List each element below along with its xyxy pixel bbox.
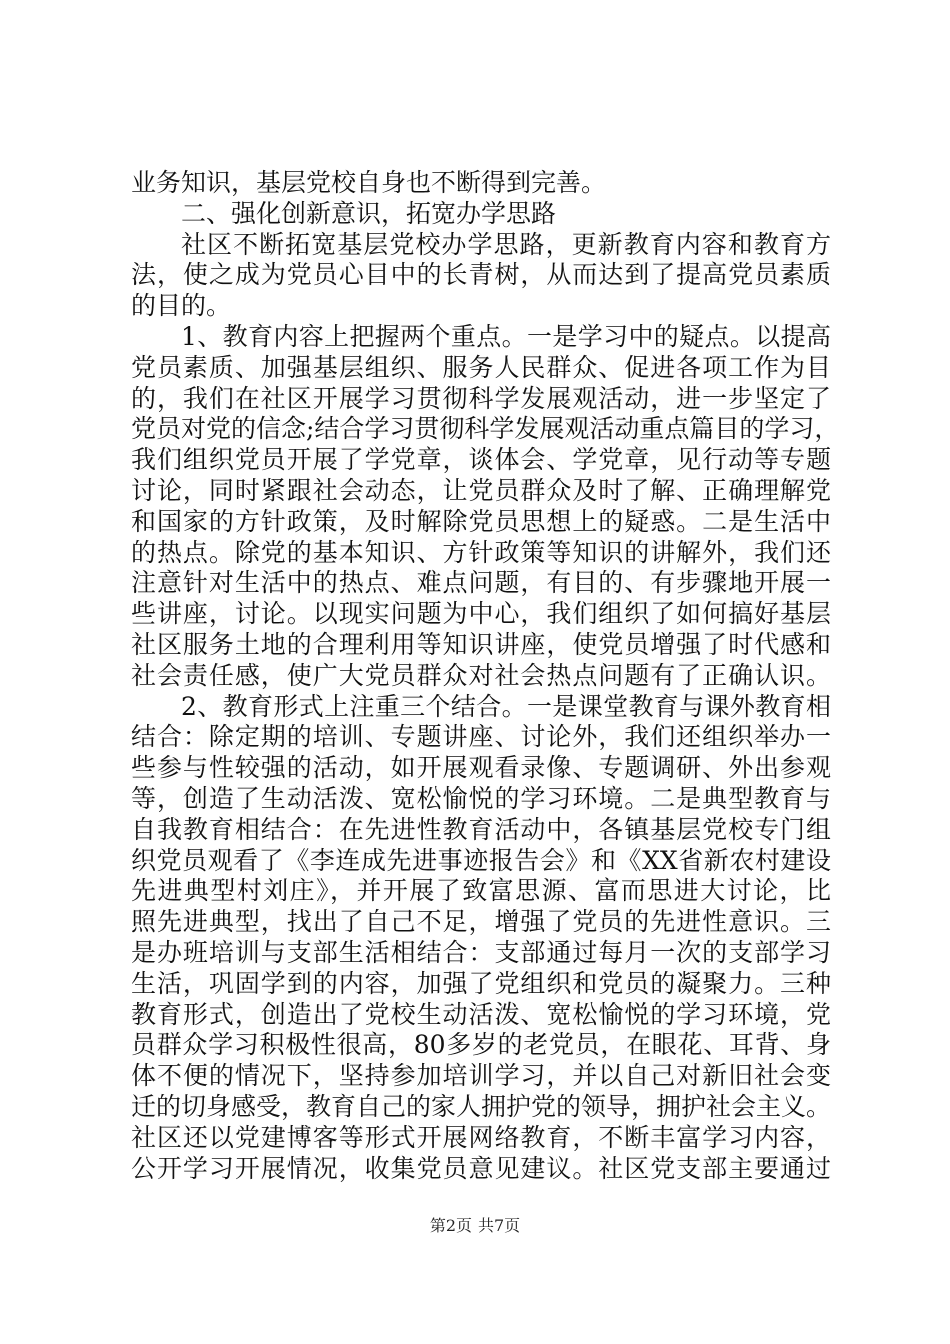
text-line: 员群众学习积极性很高，80多岁的老党员，在眼花、耳背、身 [131, 1030, 831, 1060]
text-line: 社会责任感，使广大党员群众对社会热点问题有了正确认识。 [131, 660, 831, 690]
text-line: 的，我们在社区开展学习贯彻科学发展观活动，进一步坚定了 [131, 383, 831, 413]
text-line: 先进典型村刘庄》，并开展了致富思源、富而思进大讨论，比 [131, 876, 831, 906]
page-footer [0, 1216, 950, 1236]
text-line: 我们组织党员开展了学党章，谈体会、学党章，见行动等专题 [131, 445, 831, 475]
text-line: 照先进典型，找出了自己不足，增强了党员的先进性意识。三 [131, 907, 831, 937]
text-line: 注意针对生活中的热点、难点问题，有目的、有步骤地开展一 [131, 568, 831, 598]
text-line: 和国家的方针政策，及时解除党员思想上的疑惑。二是生活中 [131, 506, 831, 536]
text-line: 些讲座，讨论。以现实问题为中心，我们组织了如何搞好基层 [131, 599, 831, 629]
page-total: 共7页 [478, 1216, 521, 1235]
text-line: 结合：除定期的培训、专题讲座、讨论外，我们还组织举办一 [131, 722, 831, 752]
text-line: 社区不断拓宽基层党校办学思路，更新教育内容和教育方 [181, 229, 831, 259]
text-line: 讨论，同时紧跟社会动态，让党员群众及时了解、正确理解党 [131, 475, 831, 505]
text-line: 等，创造了生动活泼、宽松愉悦的学习环境。二是典型教育与 [131, 783, 831, 813]
text-line: 党员对党的信念;结合学习贯彻科学发展观活动重点篇目的学习， [131, 414, 840, 444]
page-number: 第2页 [429, 1216, 472, 1235]
text-line: 公开学习开展情况，收集党员意见建议。社区党支部主要通过 [131, 1153, 831, 1183]
text-line: 法，使之成为党员心目中的长青树，从而达到了提高党员素质 [131, 260, 831, 290]
text-line: 教育形式，创造出了党校生动活泼、宽松愉悦的学习环境，党 [131, 999, 831, 1029]
text-line: 些参与性较强的活动，如开展观看录像、专题调研、外出参观 [131, 753, 831, 783]
text-line: 社区还以党建博客等形式开展网络教育，不断丰富学习内容， [131, 1122, 831, 1152]
text-line: 是办班培训与支部生活相结合：支部通过每月一次的支部学习 [131, 937, 831, 967]
text-line: 自我教育相结合：在先进性教育活动中，各镇基层党校专门组 [131, 814, 831, 844]
text-line: 党员素质、加强基层组织、服务人民群众、促进各项工作为目 [131, 352, 831, 382]
text-line: 二、强化创新意识，拓宽办学思路 [181, 198, 557, 228]
text-line: 体不便的情况下，坚持参加培训学习，并以自己对新旧社会变 [131, 1061, 831, 1091]
text-line: 业务知识，基层党校自身也不断得到完善。 [131, 168, 607, 197]
text-line: 生活，巩固学到的内容，加强了党组织和党员的凝聚力。三种 [131, 968, 831, 998]
text-line: 2、教育形式上注重三个结合。一是课堂教育与课外教育相 [181, 691, 831, 721]
text-line: 织党员观看了《李连成先进事迹报告会》和《XX省新农村建设 [131, 845, 831, 875]
document-body [131, 168, 840, 1184]
text-line: 1、教育内容上把握两个重点。一是学习中的疑点。以提高 [181, 321, 831, 351]
text-line: 社区服务土地的合理利用等知识讲座，使党员增强了时代感和 [131, 629, 831, 659]
text-line: 迁的切身感受，教育自己的家人拥护党的领导，拥护社会主义。 [131, 1091, 832, 1121]
text-line: 的热点。除党的基本知识、方针政策等知识的讲解外，我们还 [131, 537, 831, 567]
text-line: 的目的。 [131, 291, 232, 321]
